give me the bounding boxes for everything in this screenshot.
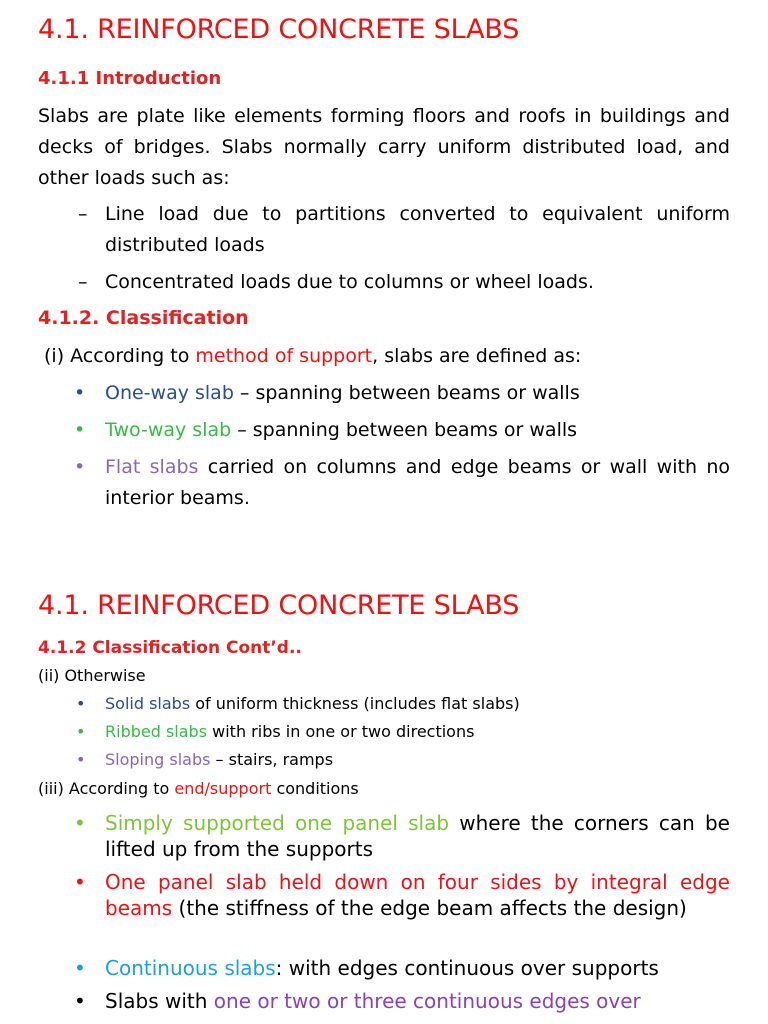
bullet-solid-slabs xyxy=(105,690,520,718)
end-support-prefix: (iii) According to xyxy=(38,779,175,798)
one-panel-term: One panel slab held down on four sides by integral edge beams xyxy=(105,870,730,920)
flat-slabs-term: Flat slabs xyxy=(105,456,199,478)
bullet-marker: • xyxy=(74,382,86,404)
multi-edges-prefix: Slabs with xyxy=(105,989,214,1013)
multi-edges-term: one or two or three continuous edges over xyxy=(213,989,641,1013)
slide-2 xyxy=(0,540,768,1024)
bullet-one-way xyxy=(105,378,580,409)
classification-contd-heading: 4.1.2 Classification Cont’d.. xyxy=(38,638,302,658)
bullet-one-panel-held xyxy=(105,869,730,921)
ribbed-slabs-term: Ribbed slabs xyxy=(105,722,208,741)
method-of-support: method of support xyxy=(195,345,373,367)
bullet-marker: • xyxy=(74,870,86,894)
sloping-slabs-term: Sloping slabs xyxy=(105,750,211,769)
support-intro-suffix: , slabs are defined as: xyxy=(372,345,582,367)
one-way-term: One-way slab xyxy=(105,382,234,404)
support-intro xyxy=(44,341,581,372)
otherwise-label: (ii) Otherwise xyxy=(38,666,146,685)
two-way-rest: – spanning between beams or walls xyxy=(231,419,578,441)
end-support-term: end/support xyxy=(174,779,272,798)
bullet-marker: • xyxy=(76,750,86,769)
bullet-multi-edges xyxy=(105,988,730,1014)
simply-supported-rest: where the corners can be lifted up from the supports xyxy=(105,811,730,861)
flat-slabs-rest: carried on columns and edge beams or wall with no interior beams. xyxy=(105,456,731,509)
continuous-slabs-rest: : with edges continuous over supports xyxy=(275,956,659,980)
bullet-marker: • xyxy=(74,989,86,1013)
solid-slabs-term: Solid slabs xyxy=(105,694,191,713)
dash-item-concentrated: Concentrated loads due to columns or wheel loads. xyxy=(105,271,594,293)
bullet-simply-supported xyxy=(105,810,730,862)
bullet-marker: • xyxy=(74,419,86,441)
slide-1-title: 4.1. REINFORCED CONCRETE SLABS xyxy=(38,14,520,45)
bullet-marker: • xyxy=(76,722,86,741)
simply-supported-term: Simply supported one panel slab xyxy=(105,811,450,835)
intro-heading: 4.1.1 Introduction xyxy=(38,68,222,89)
classification-heading: 4.1.2. Classification xyxy=(38,307,249,329)
bullet-marker: • xyxy=(74,811,86,835)
intro-paragraph: Slabs are plate like elements forming floors and roofs in buildings and decks of bridges. Slabs normally carry uniform distributed load, and other loads such as: xyxy=(38,105,730,189)
bullet-ribbed-slabs xyxy=(105,718,474,746)
support-intro-prefix: (i) According to xyxy=(44,345,196,367)
slide-2-title: 4.1. REINFORCED CONCRETE SLABS xyxy=(38,590,520,621)
dash-item-partitions: Line load due to partitions converted to equivalent uniform distributed loads xyxy=(105,203,730,256)
bullet-two-way xyxy=(105,415,577,446)
continuous-slabs-term: Continuous slabs xyxy=(105,956,276,980)
two-way-term: Two-way slab xyxy=(105,419,232,441)
one-panel-rest: (the stiffness of the edge beam affects the design) xyxy=(172,896,687,920)
bullet-marker: • xyxy=(74,456,86,478)
one-way-rest: – spanning between beams or walls xyxy=(233,382,580,404)
dash-marker: – xyxy=(78,203,88,225)
end-support-intro xyxy=(38,775,359,803)
ribbed-slabs-rest: with ribs in one or two directions xyxy=(207,722,475,741)
bullet-continuous-slabs xyxy=(105,955,659,981)
end-support-suffix: conditions xyxy=(271,779,359,798)
bullet-marker: • xyxy=(74,956,86,980)
dash-marker: – xyxy=(78,271,88,293)
solid-slabs-rest: of uniform thickness (includes flat slabs) xyxy=(190,694,520,713)
bullet-flat-slabs xyxy=(105,452,730,514)
bullet-marker: • xyxy=(76,694,86,713)
bullet-sloping-slabs xyxy=(105,746,333,774)
sloping-slabs-rest: – stairs, ramps xyxy=(210,750,334,769)
